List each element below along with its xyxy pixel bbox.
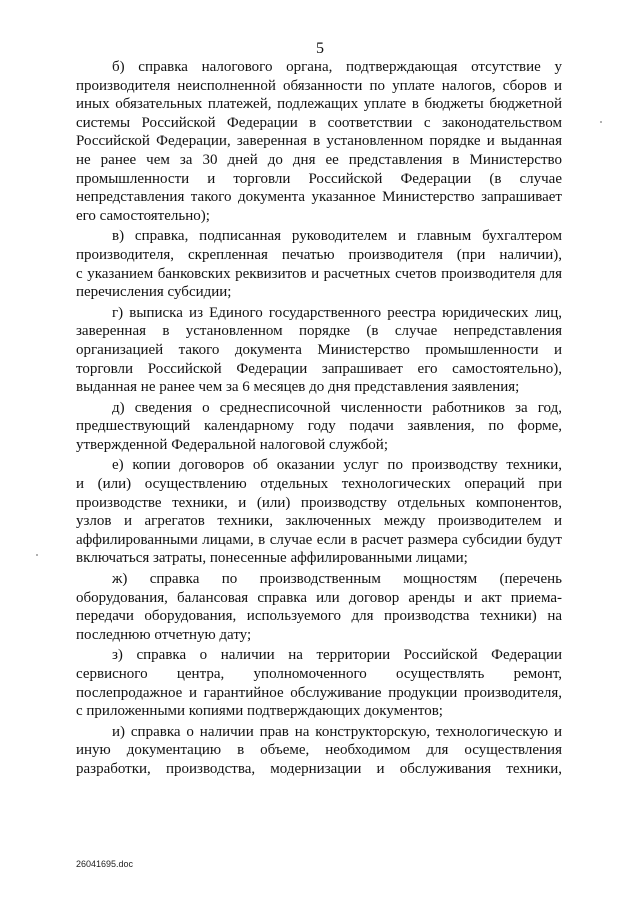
text-line: включаться затраты, понесенные аффилированными лицами; bbox=[76, 550, 468, 567]
document-body bbox=[76, 58, 562, 781]
text-line: иных обязательных платежей, подлежащих уплате в бюджеты бюджетной bbox=[76, 96, 562, 113]
text-line: непредставления такого документа указанное Министерство запрашивает bbox=[76, 189, 562, 206]
text-line: перечисления субсидии; bbox=[76, 284, 232, 301]
text-line: не ранее чем за 30 дней до дня ее представления в Министерство bbox=[76, 151, 562, 168]
text-line: выданная не ранее чем за 6 месяцев до дня представления заявления; bbox=[76, 379, 520, 396]
text-line: предшествующий календарному году подачи заявления, по форме, bbox=[76, 418, 562, 435]
text-line: б) справка налогового органа, подтверждающая отсутствие у bbox=[112, 59, 562, 75]
page-number: 5 bbox=[316, 40, 324, 57]
paragraph bbox=[76, 646, 562, 720]
scan-speck bbox=[36, 554, 38, 556]
text-line: сервисного центра, уполномоченного осуществлять ремонт, bbox=[76, 666, 562, 682]
text-line: заверенная в установленном порядке (в случае непредставления bbox=[76, 323, 562, 340]
text-line: промышленности и торговли Российской Федерации (в случае bbox=[76, 170, 562, 187]
text-line: аффилированными лицами, в случае если в расчет размера субсидии будут bbox=[76, 531, 562, 548]
text-line: его самостоятельно); bbox=[76, 207, 210, 224]
paragraph bbox=[76, 723, 562, 779]
text-line: ж) справка по производственным мощностям (перечень bbox=[112, 571, 562, 588]
text-line: торговли Российской Федерации запрашивает его самостоятельно), bbox=[76, 360, 562, 377]
paragraph bbox=[76, 304, 562, 397]
paragraph bbox=[76, 570, 562, 644]
scan-speck bbox=[600, 121, 602, 123]
text-line: и) справка о наличии прав на конструкторскую, технологическую и bbox=[112, 723, 562, 740]
text-line: з) справка о наличии на территории Российской Федерации bbox=[112, 647, 562, 664]
text-line: и (или) осуществлению отдельных технологических операций при bbox=[76, 476, 562, 493]
text-line: послепродажное и гарантийное обслуживание продукции производителя, bbox=[76, 684, 562, 701]
text-line: в) справка, подписанная руководителем и главным бухгалтером bbox=[112, 228, 562, 245]
text-line: разработки, производства, модернизации и обслуживания техники, bbox=[76, 760, 562, 777]
text-line: передачи оборудования, используемого для производства техники) на bbox=[76, 608, 562, 625]
paragraph bbox=[76, 58, 562, 225]
text-line: д) сведения о среднесписочной численности работников за год, bbox=[112, 399, 562, 416]
text-line: оборудования, балансовая справка или договор аренды и акт приема- bbox=[76, 589, 562, 606]
paragraph bbox=[76, 399, 562, 455]
paragraph bbox=[76, 456, 562, 568]
text-line: Российской Федерации, заверенная в установленном порядке и выданная bbox=[76, 133, 562, 150]
text-line: е) копии договоров об оказании услуг по производству техники, bbox=[112, 457, 562, 474]
text-line: системы Российской Федерации в соответствии с законодательством bbox=[76, 114, 562, 131]
text-line: с указанием банковских реквизитов и расчетных счетов производителя для bbox=[76, 265, 562, 282]
text-line: с приложенными копиями подтверждающих документов; bbox=[76, 703, 443, 720]
text-line: г) выписка из Единого государственного реестра юридических лиц, bbox=[112, 304, 562, 321]
paragraph bbox=[76, 227, 562, 301]
text-line: производителя, скрепленная печатью производителя (при наличии), bbox=[76, 246, 562, 263]
text-line: последнюю отчетную дату; bbox=[76, 626, 252, 643]
text-line: производстве техники, и (или) производству отдельных компонентов, bbox=[76, 494, 562, 511]
footer-filename: 26041695.doc bbox=[76, 859, 134, 869]
text-line: организацией такого документа Министерство промышленности и bbox=[76, 341, 562, 358]
text-line: утвержденной Федеральной налоговой службой; bbox=[76, 436, 388, 453]
text-line: иную документацию в объеме, необходимом для осуществления bbox=[76, 742, 562, 759]
text-line: узлов и агрегатов техники, заключенных между производителем и bbox=[76, 513, 562, 530]
text-line: производителя неисполненной обязанности по уплате налогов, сборов и bbox=[76, 77, 562, 94]
